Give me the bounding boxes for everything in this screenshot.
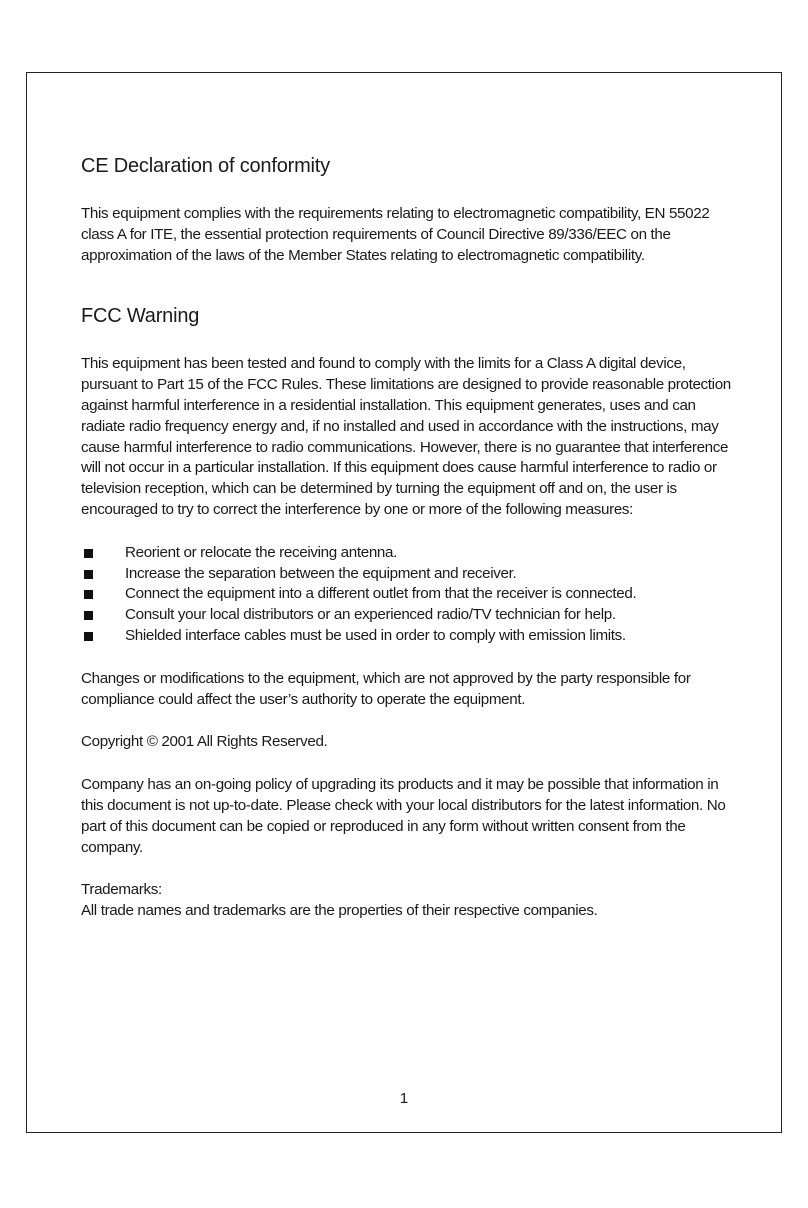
square-bullet-icon xyxy=(84,611,93,620)
square-bullet-icon xyxy=(84,632,93,641)
list-item xyxy=(81,543,741,564)
policy-paragraph: Company has an on-going policy of upgrading its products and it may be possible that information in this document is not up-to-date. Please check with your local distributors for the latest information. No part of this document can be copied or reproduced in any form without written consent from the company. xyxy=(81,776,726,856)
measure-text: Increase the separation between the equipment and receiver. xyxy=(125,564,517,582)
list-item xyxy=(81,605,741,626)
measure-text: Shielded interface cables must be used in order to comply with emission limits. xyxy=(125,626,626,644)
ce-heading: CE Declaration of conformity xyxy=(81,155,330,177)
trademarks-label: Trademarks: xyxy=(81,881,162,899)
ce-paragraph: This equipment complies with the requirements relating to electromagnetic compatibility, EN 55022 class A for ITE, the essential protection requirements of Council Directive 89/336/EEC on the approximation of the laws of the Member States relating to electromagnetic compatibility. xyxy=(81,205,710,264)
square-bullet-icon xyxy=(84,590,93,599)
measure-text: Reorient or relocate the receiving antenna. xyxy=(125,543,398,561)
fcc-paragraph: This equipment has been tested and found to comply with the limits for a Class A digital device, pursuant to Part 15 of the FCC Rules. These limitations are designed to provide reasonable protection against harmful interference in a residential installation. This equipment generates, uses and can radiate radio frequency energy and, if no installed and used in accordance with the instructions, may cause harmful interference to radio communications. However, there is no guarantee that interference will not occur in a particular installation. If this equipment does cause harmful interference to radio or television reception, which can be determined by turning the equipment off and on, the user is encouraged to try to correct the interference by one or more of the following measures: xyxy=(81,355,731,518)
document-body xyxy=(81,152,741,922)
list-item xyxy=(81,564,741,585)
page-number: 1 xyxy=(399,1090,409,1107)
list-item xyxy=(81,626,741,647)
fcc-heading: FCC Warning xyxy=(81,305,200,328)
square-bullet-icon xyxy=(84,549,93,558)
square-bullet-icon xyxy=(84,570,93,579)
changes-note: Changes or modifications to the equipment, which are not approved by the party responsible for compliance could affect the user’s authority to operate the equipment. xyxy=(81,669,691,708)
measures-list xyxy=(81,543,741,647)
trademarks-text: All trade names and trademarks are the properties of their respective companies. xyxy=(81,902,598,920)
measure-text: Connect the equipment into a different outlet from that the receiver is connected. xyxy=(125,585,637,603)
measure-text: Consult your local distributors or an experienced radio/TV technician for help. xyxy=(125,606,616,624)
list-item xyxy=(81,584,741,605)
trademarks-block xyxy=(81,880,741,922)
copyright-text: Copyright © 2001 All Rights Reserved. xyxy=(81,733,328,751)
